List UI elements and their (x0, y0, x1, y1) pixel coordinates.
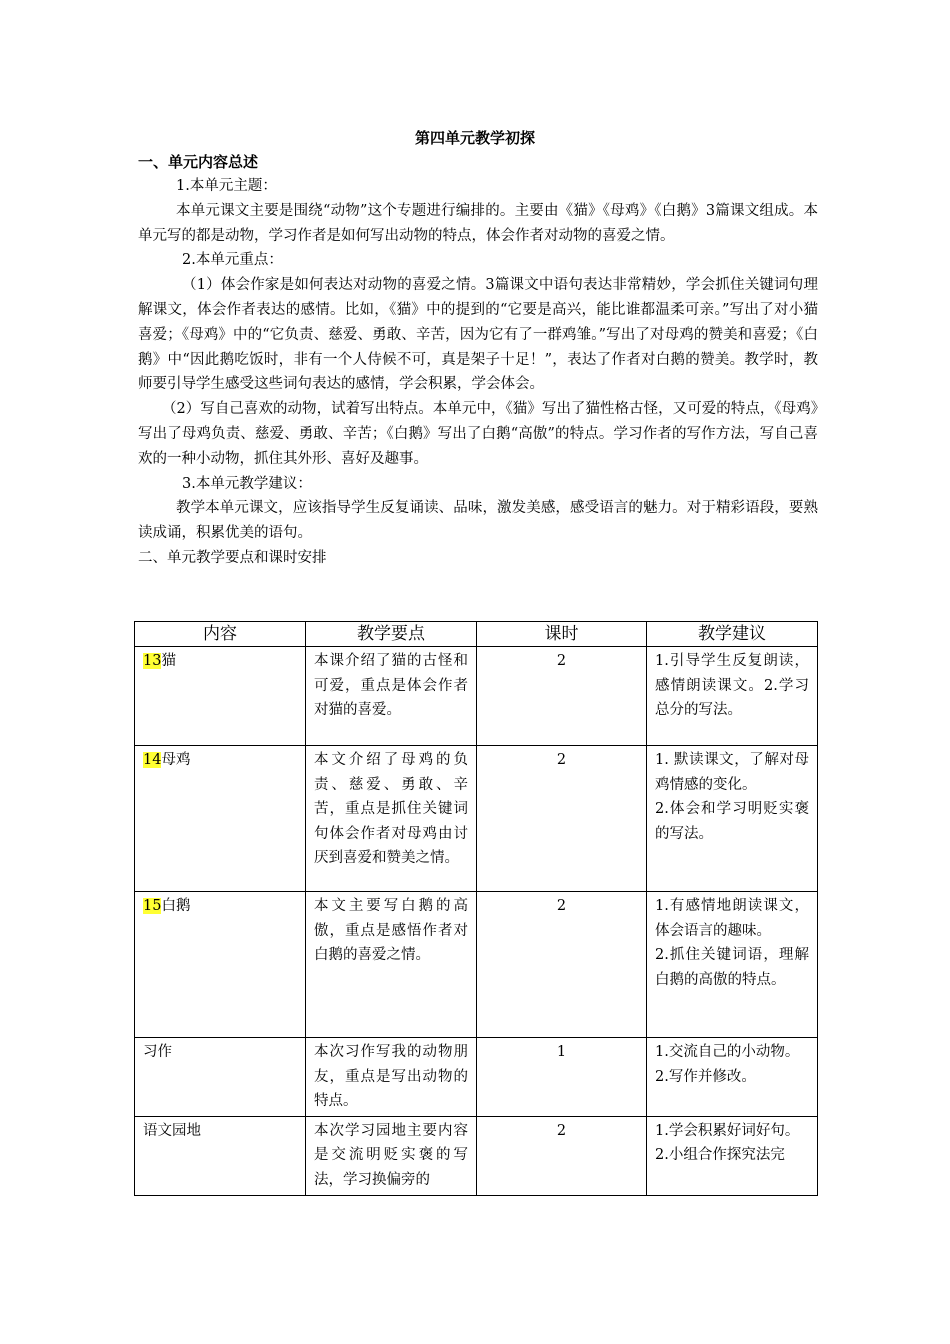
content-cell (135, 1116, 306, 1195)
table-row (135, 647, 818, 746)
table-row (135, 746, 818, 892)
advice-item: 2.写作并修改。 (655, 1068, 756, 1085)
table-row (135, 1038, 818, 1117)
advice-item: 2.小组合作探究法完 (655, 1147, 785, 1164)
advice-item: 1.有感情地朗读课文，体会语言的趣味。 (655, 898, 809, 939)
points-cell: 本次习作写我的动物朋友，重点是写出动物的特点。 (306, 1038, 477, 1117)
points-cell: 本次学习园地主要内容是交流明贬实褒的写法，学习换偏旁的 (306, 1116, 477, 1195)
focus-point-1: （1）体会作家是如何表达对动物的喜爱之情。3篇课文中语句表达非常精妙，学会抓住关键词句理解课文，体会作者表达的感情。比如，《猫》中的提到的“它要是高兴，能比谁都温柔可亲。”写出了对小猫喜爱；《母鸡》中的“它负责、慈爱、勇敢、辛苦，因为它有了一群鸡雏。”写出了对母鸡的赞美和喜爱；《白鹅》中“因此鹅吃饭时，非有一个人侍候不可，真是架子十足！”，表达了作者对白鹅的赞美。教学时，教师要引导学生感受这些词句表达的感情，学会积累，学会体会。 (138, 277, 818, 393)
table-row (135, 892, 818, 1038)
advice-text: 教学本单元课文，应该指导学生反复诵读、品味，激发美感，感受语言的魅力。对于精彩语段，要熟读成诵，积累优美的语句。 (138, 500, 818, 542)
theme-label: 1.本单元主题： (176, 178, 277, 194)
lesson-number: 15 (143, 898, 162, 914)
lesson-name: 母鸡 (161, 752, 191, 768)
document-title: 第四单元教学初探 (414, 129, 535, 147)
table-row (135, 1116, 818, 1195)
column-header: 教学建议 (647, 622, 818, 647)
advice-item: 2.体会和学习明贬实褒的写法。 (655, 801, 809, 842)
lesson-name: 白鹅 (161, 898, 191, 914)
hours-cell: 2 (477, 647, 647, 746)
lesson-plan-table (134, 621, 818, 1196)
section-heading-1: 一、单元内容总述 (138, 153, 259, 171)
hours-cell: 2 (477, 1116, 647, 1195)
advice-label: 3.本单元教学建议： (182, 475, 312, 492)
hours-cell: 2 (477, 892, 647, 1038)
advice-item: 1.交流自己的小动物。 (655, 1044, 800, 1060)
advice-cell (647, 647, 818, 746)
column-header: 课时 (477, 622, 647, 647)
document-body (138, 174, 818, 571)
lesson-number: 14 (143, 752, 162, 768)
table-header-row (135, 622, 818, 647)
advice-cell (647, 1116, 818, 1195)
lesson-name: 猫 (161, 653, 176, 669)
content-cell (135, 647, 306, 746)
hours-cell: 1 (477, 1038, 647, 1117)
advice-item: 1.引导学生反复朗读，感情朗读课文。2.学习总分的写法。 (655, 653, 809, 719)
section-heading-2: 二、单元教学要点和课时安排 (138, 549, 327, 566)
hours-cell: 2 (477, 746, 647, 892)
theme-text: 本单元课文主要是围绕“动物”这个专题进行编排的。主要由《猫》《母鸡》《白鹅》3篇课文组成。本单元写的都是动物，学习作者是如何写出动物的特点，体会作者对动物的喜爱之情。 (138, 202, 818, 244)
content-cell (135, 746, 306, 892)
points-cell: 本文主要写白鹅的高傲，重点是感悟作者对白鹅的喜爱之情。 (306, 892, 477, 1038)
points-cell: 本课介绍了猫的古怪和可爱，重点是体会作者对猫的喜爱。 (306, 647, 477, 746)
column-header: 内容 (135, 622, 306, 647)
points-cell: 本文介绍了母鸡的负责、慈爱、勇敢、辛苦，重点是抓住关键词句体会作者对母鸡由讨厌到喜爱和赞美之情。 (306, 746, 477, 892)
advice-cell (647, 746, 818, 892)
advice-cell (647, 1038, 818, 1117)
lesson-name: 语文园地 (143, 1122, 201, 1139)
advice-item: 1. 默读课文，了解对母鸡情感的变化。 (655, 752, 809, 793)
content-cell (135, 1038, 306, 1117)
focus-point-2: （2）写自己喜欢的动物，试着写出特点。本单元中，《猫》写出了猫性格古怪，又可爱的特点，《母鸡》写出了母鸡负责、慈爱、勇敢、辛苦；《白鹅》写出了白鹅“高傲”的特点。学习作者的写作方法，写自己喜欢的一种小动物，抓住其外形、喜好及趣事。 (138, 401, 818, 467)
focus-label: 2.本单元重点： (182, 252, 283, 269)
lesson-number: 13 (143, 653, 162, 669)
advice-cell (647, 892, 818, 1038)
advice-item: 2.抓住关键词语，理解白鹅的高傲的特点。 (655, 947, 809, 988)
lesson-name: 习作 (143, 1044, 172, 1060)
column-header: 教学要点 (306, 622, 477, 647)
content-cell (135, 892, 306, 1038)
advice-item: 1.学会积累好词好句。 (655, 1122, 800, 1139)
